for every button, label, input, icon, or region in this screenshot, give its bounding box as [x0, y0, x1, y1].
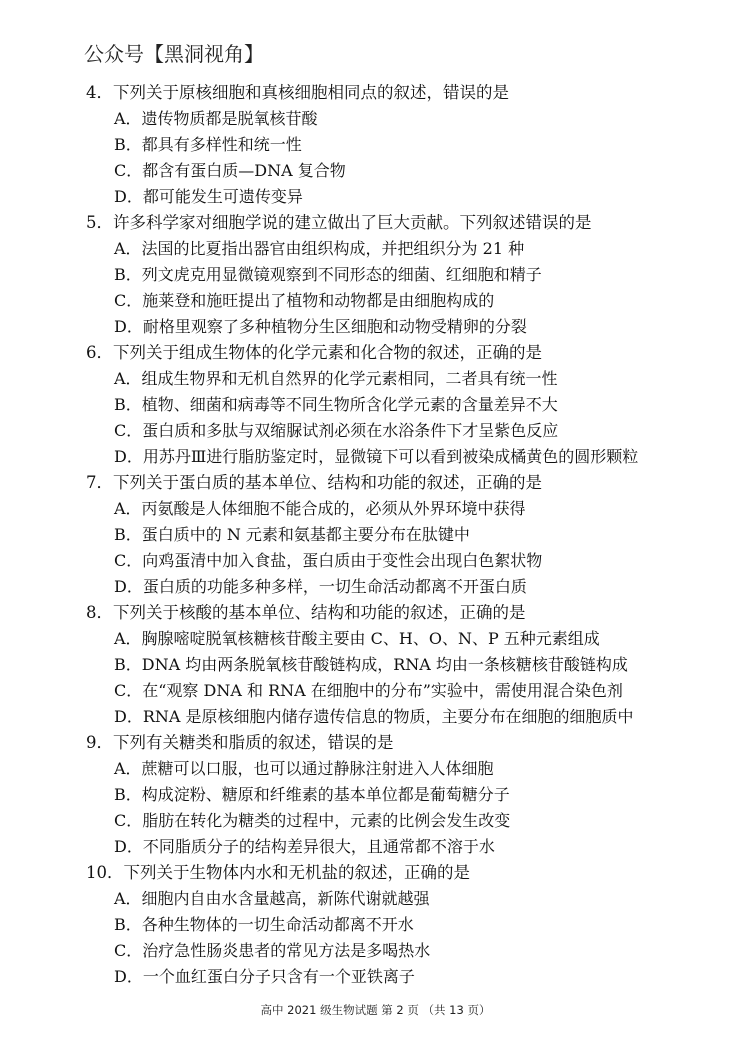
- option-a: A．丙氨酸是人体细胞不能合成的，必须从外界环境中获得: [114, 499, 526, 518]
- question-stem: 7．下列关于蛋白质的基本单位、结构和功能的叙述，正确的是: [86, 473, 542, 492]
- option-a: A．法国的比夏指出器官由组织构成，并把组织分为 21 种: [114, 239, 525, 258]
- option-d: D．耐格里观察了多种植物分生区细胞和动物受精卵的分裂: [114, 317, 527, 336]
- option-b: B．各种生物体的一切生命活动都离不开水: [114, 915, 414, 934]
- option-c: C．都含有蛋白质—DNA 复合物: [114, 161, 346, 180]
- question-stem: 6．下列关于组成生物体的化学元素和化合物的叙述，正确的是: [86, 343, 542, 362]
- option-c: C．脂肪在转化为糖类的过程中，元素的比例会发生改变: [114, 811, 511, 830]
- option-b: B．DNA 均由两条脱氧核苷酸链构成，RNA 均由一条核糖核苷酸链构成: [114, 655, 628, 674]
- option-d: D．一个血红蛋白分子只含有一个亚铁离子: [114, 967, 415, 986]
- question-list: [0, 80, 751, 990]
- question-stem: 4．下列关于原核细胞和真核细胞相同点的叙述，错误的是: [86, 83, 509, 102]
- question-7: [0, 470, 751, 600]
- question-5: [0, 210, 751, 340]
- option-b: B．构成淀粉、糖原和纤维素的基本单位都是葡萄糖分子: [114, 785, 510, 804]
- option-d: D．都可能发生可遗传变异: [114, 187, 303, 206]
- question-stem: 9．下列有关糖类和脂质的叙述，错误的是: [86, 733, 394, 752]
- option-b: B．列文虎克用显微镜观察到不同形态的细菌、红细胞和精子: [114, 265, 542, 284]
- question-stem: 8．下列关于核酸的基本单位、结构和功能的叙述，正确的是: [86, 603, 526, 622]
- option-c: C．治疗急性肠炎患者的常见方法是多喝热水: [114, 941, 431, 960]
- page-footer: 高中 2021 级生物试题 第 2 页 （共 13 页）: [260, 1003, 491, 1017]
- question-6: [0, 340, 751, 470]
- question-9: [0, 730, 751, 860]
- watermark-text: 公众号【黑洞视角】: [84, 42, 264, 66]
- option-d: D．RNA 是原核细胞内储存遗传信息的物质，主要分布在细胞的细胞质中: [114, 707, 634, 726]
- option-c: C．在“观察 DNA 和 RNA 在细胞中的分布”实验中，需使用混合染色剂: [114, 681, 623, 700]
- option-a: A．组成生物界和无机自然界的化学元素相同，二者具有统一性: [114, 369, 558, 388]
- option-d: D．不同脂质分子的结构差异很大，且通常都不溶于水: [114, 837, 495, 856]
- option-c: C．向鸡蛋清中加入食盐，蛋白质由于变性会出现白色絮状物: [114, 551, 543, 570]
- option-a: A．遗传物质都是脱氧核苷酸: [114, 109, 318, 128]
- question-8: [0, 600, 751, 730]
- option-a: A．胸腺嘧啶脱氧核糖核苷酸主要由 C、H、O、N、P 五种元素组成: [114, 629, 600, 648]
- option-b: B．都具有多样性和统一性: [114, 135, 302, 154]
- option-d: D．用苏丹Ⅲ进行脂肪鉴定时，显微镜下可以看到被染成橘黄色的圆形颗粒: [114, 447, 639, 466]
- question-stem: 10．下列关于生物体内水和无机盐的叙述，正确的是: [86, 863, 470, 882]
- option-a: A．蔗糖可以口服，也可以通过静脉注射进入人体细胞: [114, 759, 494, 778]
- option-c: C．蛋白质和多肽与双缩脲试剂必须在水浴条件下才呈紫色反应: [114, 421, 559, 440]
- option-c: C．施莱登和施旺提出了植物和动物都是由细胞构成的: [114, 291, 495, 310]
- question-stem: 5．许多科学家对细胞学说的建立做出了巨大贡献。下列叙述错误的是: [86, 213, 592, 232]
- option-b: B．蛋白质中的 N 元素和氨基都主要分布在肽键中: [114, 525, 470, 544]
- question-10: [0, 860, 751, 990]
- option-b: B．植物、细菌和病毒等不同生物所含化学元素的含量差异不大: [114, 395, 558, 414]
- option-a: A．细胞内自由水含量越高，新陈代谢就越强: [114, 889, 430, 908]
- question-4: [0, 80, 751, 210]
- option-d: D．蛋白质的功能多种多样，一切生命活动都离不开蛋白质: [114, 577, 527, 596]
